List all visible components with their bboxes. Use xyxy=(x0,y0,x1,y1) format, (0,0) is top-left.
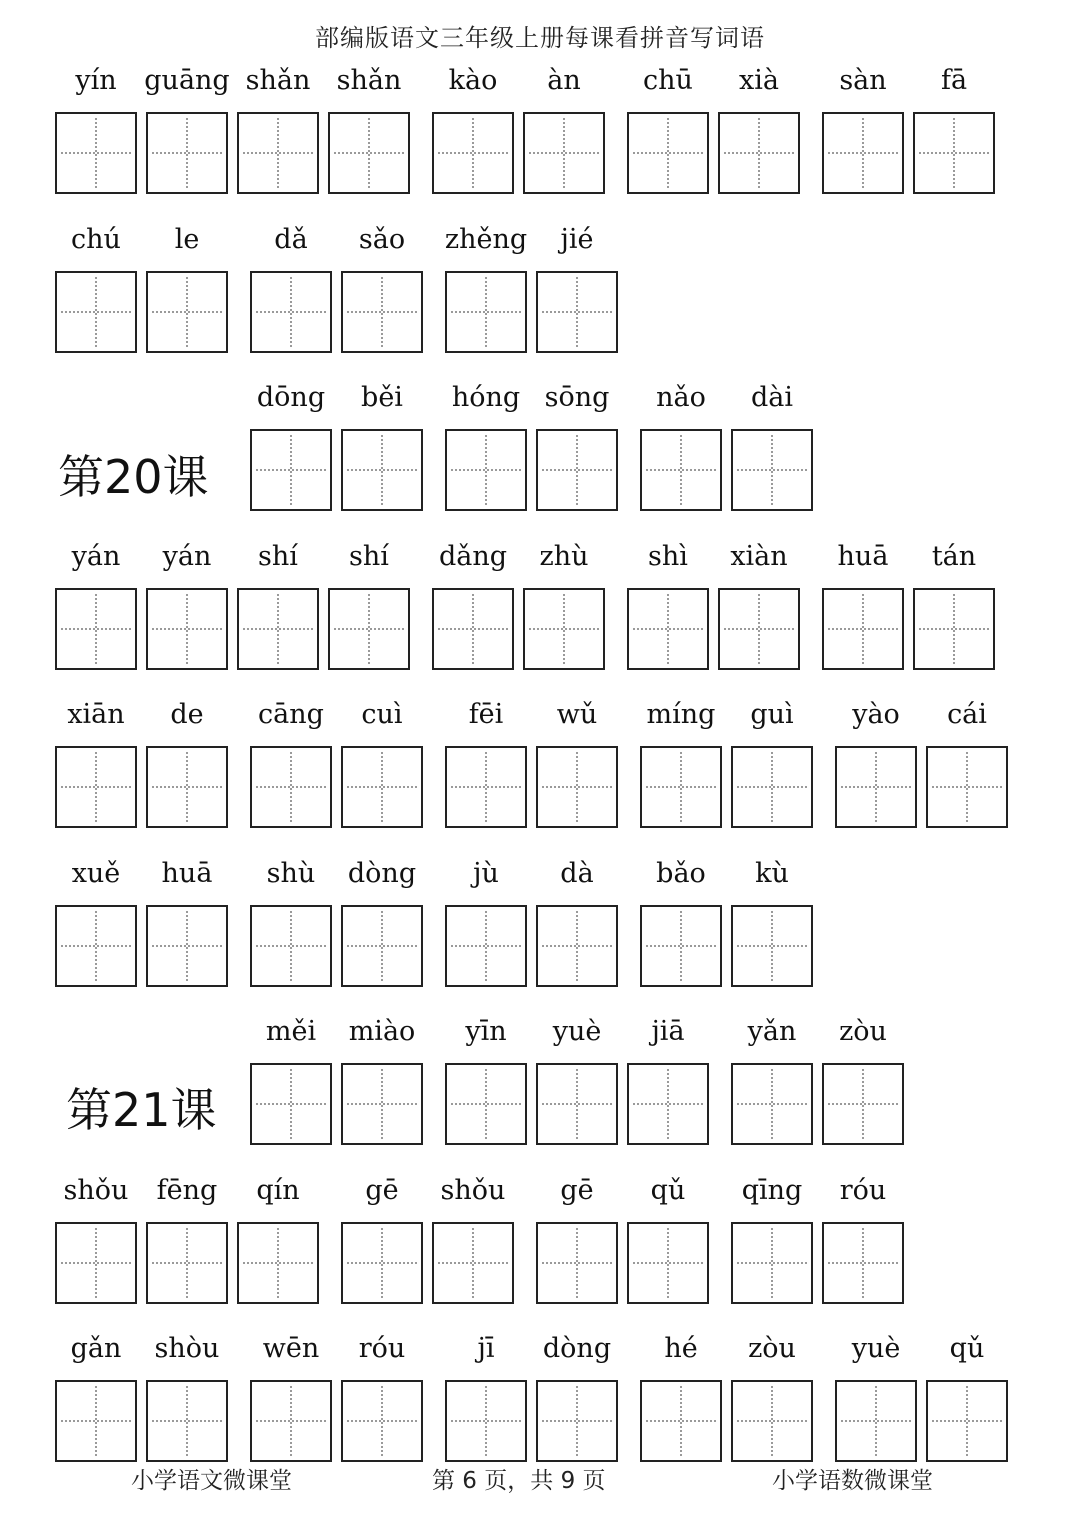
pinyin-label: yán xyxy=(71,540,121,572)
tianzige-writing-cell[interactable] xyxy=(523,588,605,670)
pinyin-label: zòu xyxy=(748,1333,796,1364)
tianzige-writing-cell[interactable] xyxy=(146,112,228,194)
lesson-heading: 第20课 xyxy=(58,450,209,504)
page-title: 部编版语文三年级上册每课看拼音写词语 xyxy=(315,24,765,52)
tianzige-writing-cell[interactable] xyxy=(432,588,514,670)
pinyin-label: hé xyxy=(664,1333,698,1364)
tianzige-writing-cell[interactable] xyxy=(445,271,527,353)
tianzige-writing-cell[interactable] xyxy=(341,905,423,987)
tianzige-writing-cell[interactable] xyxy=(731,905,813,987)
pinyin-label: dòng xyxy=(542,1333,612,1364)
tianzige-writing-cell[interactable] xyxy=(341,1063,423,1145)
tianzige-writing-cell[interactable] xyxy=(627,588,709,670)
tianzige-writing-cell[interactable] xyxy=(146,746,228,828)
tianzige-writing-cell[interactable] xyxy=(536,1380,618,1462)
pinyin-label: guāng xyxy=(144,65,230,96)
pinyin-label: le xyxy=(174,223,200,255)
tianzige-writing-cell[interactable] xyxy=(250,746,332,828)
tianzige-writing-cell[interactable] xyxy=(250,905,332,987)
lesson-heading: 第21课 xyxy=(66,1083,217,1137)
pinyin-label: qǔ xyxy=(949,1333,985,1364)
tianzige-writing-cell[interactable] xyxy=(718,588,800,670)
tianzige-writing-cell[interactable] xyxy=(237,588,319,670)
pinyin-label: chú xyxy=(71,223,121,255)
tianzige-writing-cell[interactable] xyxy=(250,1063,332,1145)
tianzige-writing-cell[interactable] xyxy=(822,1222,904,1304)
tianzige-writing-cell[interactable] xyxy=(731,1222,813,1304)
pinyin-label: gē xyxy=(365,1174,399,1206)
pinyin-label: shǎn xyxy=(336,65,402,96)
pinyin-label: wǔ xyxy=(556,699,598,730)
pinyin-label: jī xyxy=(477,1333,495,1364)
pinyin-label: qīng xyxy=(741,1174,803,1206)
pinyin-label: cāng xyxy=(258,699,324,730)
pinyin-label: miào xyxy=(348,1016,416,1047)
pinyin-label: zòu xyxy=(839,1016,887,1047)
tianzige-writing-cell[interactable] xyxy=(328,112,410,194)
tianzige-writing-cell[interactable] xyxy=(55,905,137,987)
tianzige-writing-cell[interactable] xyxy=(913,112,995,194)
pinyin-label: fā xyxy=(940,65,968,96)
pinyin-label: àn xyxy=(547,65,581,96)
pinyin-label: shǒu xyxy=(440,1174,506,1206)
pinyin-label: xiàn xyxy=(730,540,788,572)
tianzige-writing-cell[interactable] xyxy=(718,112,800,194)
pinyin-label: dài xyxy=(750,382,794,413)
tianzige-writing-cell[interactable] xyxy=(55,1222,137,1304)
pinyin-label: zhù xyxy=(539,540,589,572)
tianzige-writing-cell[interactable] xyxy=(536,1222,618,1304)
tianzige-writing-cell[interactable] xyxy=(822,588,904,670)
pinyin-label: shǒu xyxy=(63,1174,129,1206)
tianzige-writing-cell[interactable] xyxy=(250,429,332,511)
pinyin-label: běi xyxy=(361,382,403,413)
footer-right: 小学语数微课堂 xyxy=(772,1468,933,1494)
pinyin-label: fēi xyxy=(468,699,504,730)
tianzige-writing-cell[interactable] xyxy=(536,905,618,987)
pinyin-label: měi xyxy=(265,1016,317,1047)
pinyin-label: nǎo xyxy=(656,382,706,413)
pinyin-label: wēn xyxy=(262,1333,320,1364)
footer-left: 小学语文微课堂 xyxy=(131,1468,292,1494)
tianzige-writing-cell[interactable] xyxy=(445,905,527,987)
tianzige-writing-cell[interactable] xyxy=(926,1380,1008,1462)
tianzige-writing-cell[interactable] xyxy=(627,1063,709,1145)
tianzige-writing-cell[interactable] xyxy=(146,1380,228,1462)
tianzige-writing-cell[interactable] xyxy=(341,271,423,353)
pinyin-label: yuè xyxy=(851,1333,901,1364)
tianzige-writing-cell[interactable] xyxy=(146,1222,228,1304)
tianzige-writing-cell[interactable] xyxy=(432,1222,514,1304)
tianzige-writing-cell[interactable] xyxy=(250,1380,332,1462)
pinyin-label: de xyxy=(170,699,204,730)
tianzige-writing-cell[interactable] xyxy=(237,112,319,194)
pinyin-label: guì xyxy=(750,699,794,730)
pinyin-label: chū xyxy=(643,65,693,96)
pinyin-label: qǔ xyxy=(650,1174,686,1206)
tianzige-writing-cell[interactable] xyxy=(341,746,423,828)
pinyin-label: jiā xyxy=(651,1016,685,1047)
pinyin-label: shí xyxy=(349,540,389,572)
pinyin-label: yǎn xyxy=(747,1016,797,1047)
pinyin-label: xià xyxy=(739,65,779,96)
pinyin-label: yào xyxy=(852,699,900,730)
pinyin-label: dà xyxy=(560,857,594,889)
pinyin-label: shù xyxy=(266,857,316,889)
pinyin-label: fēng xyxy=(156,1174,218,1206)
tianzige-writing-cell[interactable] xyxy=(926,746,1008,828)
pinyin-label: shì xyxy=(648,540,688,572)
tianzige-writing-cell[interactable] xyxy=(835,1380,917,1462)
pinyin-label: jù xyxy=(473,857,499,889)
tianzige-writing-cell[interactable] xyxy=(835,746,917,828)
pinyin-label: gǎn xyxy=(70,1333,122,1364)
tianzige-writing-cell[interactable] xyxy=(536,1063,618,1145)
tianzige-writing-cell[interactable] xyxy=(822,1063,904,1145)
pinyin-label: róu xyxy=(839,1174,887,1206)
pinyin-label: qín xyxy=(256,1174,300,1206)
pinyin-label: huā xyxy=(837,540,889,572)
tianzige-writing-cell[interactable] xyxy=(731,1063,813,1145)
pinyin-label: dǎng xyxy=(438,540,508,572)
pinyin-label: sōng xyxy=(544,382,610,413)
tianzige-writing-cell[interactable] xyxy=(237,1222,319,1304)
tianzige-writing-cell[interactable] xyxy=(731,746,813,828)
tianzige-writing-cell[interactable] xyxy=(55,746,137,828)
tianzige-writing-cell[interactable] xyxy=(55,588,137,670)
pinyin-label: xiān xyxy=(67,699,125,730)
tianzige-writing-cell[interactable] xyxy=(731,1380,813,1462)
pinyin-label: gē xyxy=(560,1174,594,1206)
pinyin-label: shí xyxy=(258,540,298,572)
pinyin-label: hóng xyxy=(451,382,521,413)
pinyin-label: dòng xyxy=(347,857,417,889)
tianzige-writing-cell[interactable] xyxy=(640,1380,722,1462)
pinyin-label: bǎo xyxy=(656,857,706,889)
pinyin-label: sàn xyxy=(839,65,887,96)
footer-page-number: 第 6 页，共 9 页 xyxy=(432,1468,606,1494)
tianzige-writing-cell[interactable] xyxy=(146,271,228,353)
pinyin-label: tán xyxy=(931,540,977,572)
pinyin-label: kào xyxy=(448,65,498,96)
tianzige-writing-cell[interactable] xyxy=(55,112,137,194)
tianzige-writing-cell[interactable] xyxy=(445,1063,527,1145)
tianzige-writing-cell[interactable] xyxy=(445,746,527,828)
tianzige-writing-cell[interactable] xyxy=(250,271,332,353)
pinyin-label: shǎn xyxy=(245,65,311,96)
tianzige-writing-cell[interactable] xyxy=(523,112,605,194)
tianzige-writing-cell[interactable] xyxy=(536,429,618,511)
pinyin-label: cái xyxy=(947,699,987,730)
tianzige-writing-cell[interactable] xyxy=(640,746,722,828)
pinyin-label: sǎo xyxy=(358,223,406,255)
tianzige-writing-cell[interactable] xyxy=(146,905,228,987)
tianzige-writing-cell[interactable] xyxy=(328,588,410,670)
tianzige-writing-cell[interactable] xyxy=(341,1380,423,1462)
tianzige-writing-cell[interactable] xyxy=(55,1380,137,1462)
tianzige-writing-cell[interactable] xyxy=(822,112,904,194)
pinyin-label: yín xyxy=(75,65,117,96)
tianzige-writing-cell[interactable] xyxy=(627,1222,709,1304)
tianzige-writing-cell[interactable] xyxy=(913,588,995,670)
tianzige-writing-cell[interactable] xyxy=(341,429,423,511)
tianzige-writing-cell[interactable] xyxy=(536,271,618,353)
pinyin-label: zhěng xyxy=(444,223,528,255)
pinyin-label: míng xyxy=(646,699,716,730)
pinyin-label: kù xyxy=(755,857,789,889)
pinyin-label: yuè xyxy=(552,1016,602,1047)
pinyin-label: yán xyxy=(162,540,212,572)
pinyin-label: dōng xyxy=(256,382,326,413)
pinyin-label: yīn xyxy=(465,1016,507,1047)
tianzige-writing-cell[interactable] xyxy=(341,1222,423,1304)
pinyin-label: huā xyxy=(161,857,213,889)
tianzige-writing-cell[interactable] xyxy=(640,905,722,987)
pinyin-label: róu xyxy=(358,1333,406,1364)
tianzige-writing-cell[interactable] xyxy=(146,588,228,670)
pinyin-label: shòu xyxy=(154,1333,220,1364)
pinyin-label: xuě xyxy=(71,857,121,889)
tianzige-writing-cell[interactable] xyxy=(640,429,722,511)
tianzige-writing-cell[interactable] xyxy=(445,1380,527,1462)
tianzige-writing-cell[interactable] xyxy=(445,429,527,511)
pinyin-label: cuì xyxy=(361,699,403,730)
tianzige-writing-cell[interactable] xyxy=(627,112,709,194)
tianzige-writing-cell[interactable] xyxy=(536,746,618,828)
pinyin-label: jié xyxy=(560,223,594,255)
pinyin-label: dǎ xyxy=(274,223,308,255)
tianzige-writing-cell[interactable] xyxy=(432,112,514,194)
tianzige-writing-cell[interactable] xyxy=(731,429,813,511)
tianzige-writing-cell[interactable] xyxy=(55,271,137,353)
